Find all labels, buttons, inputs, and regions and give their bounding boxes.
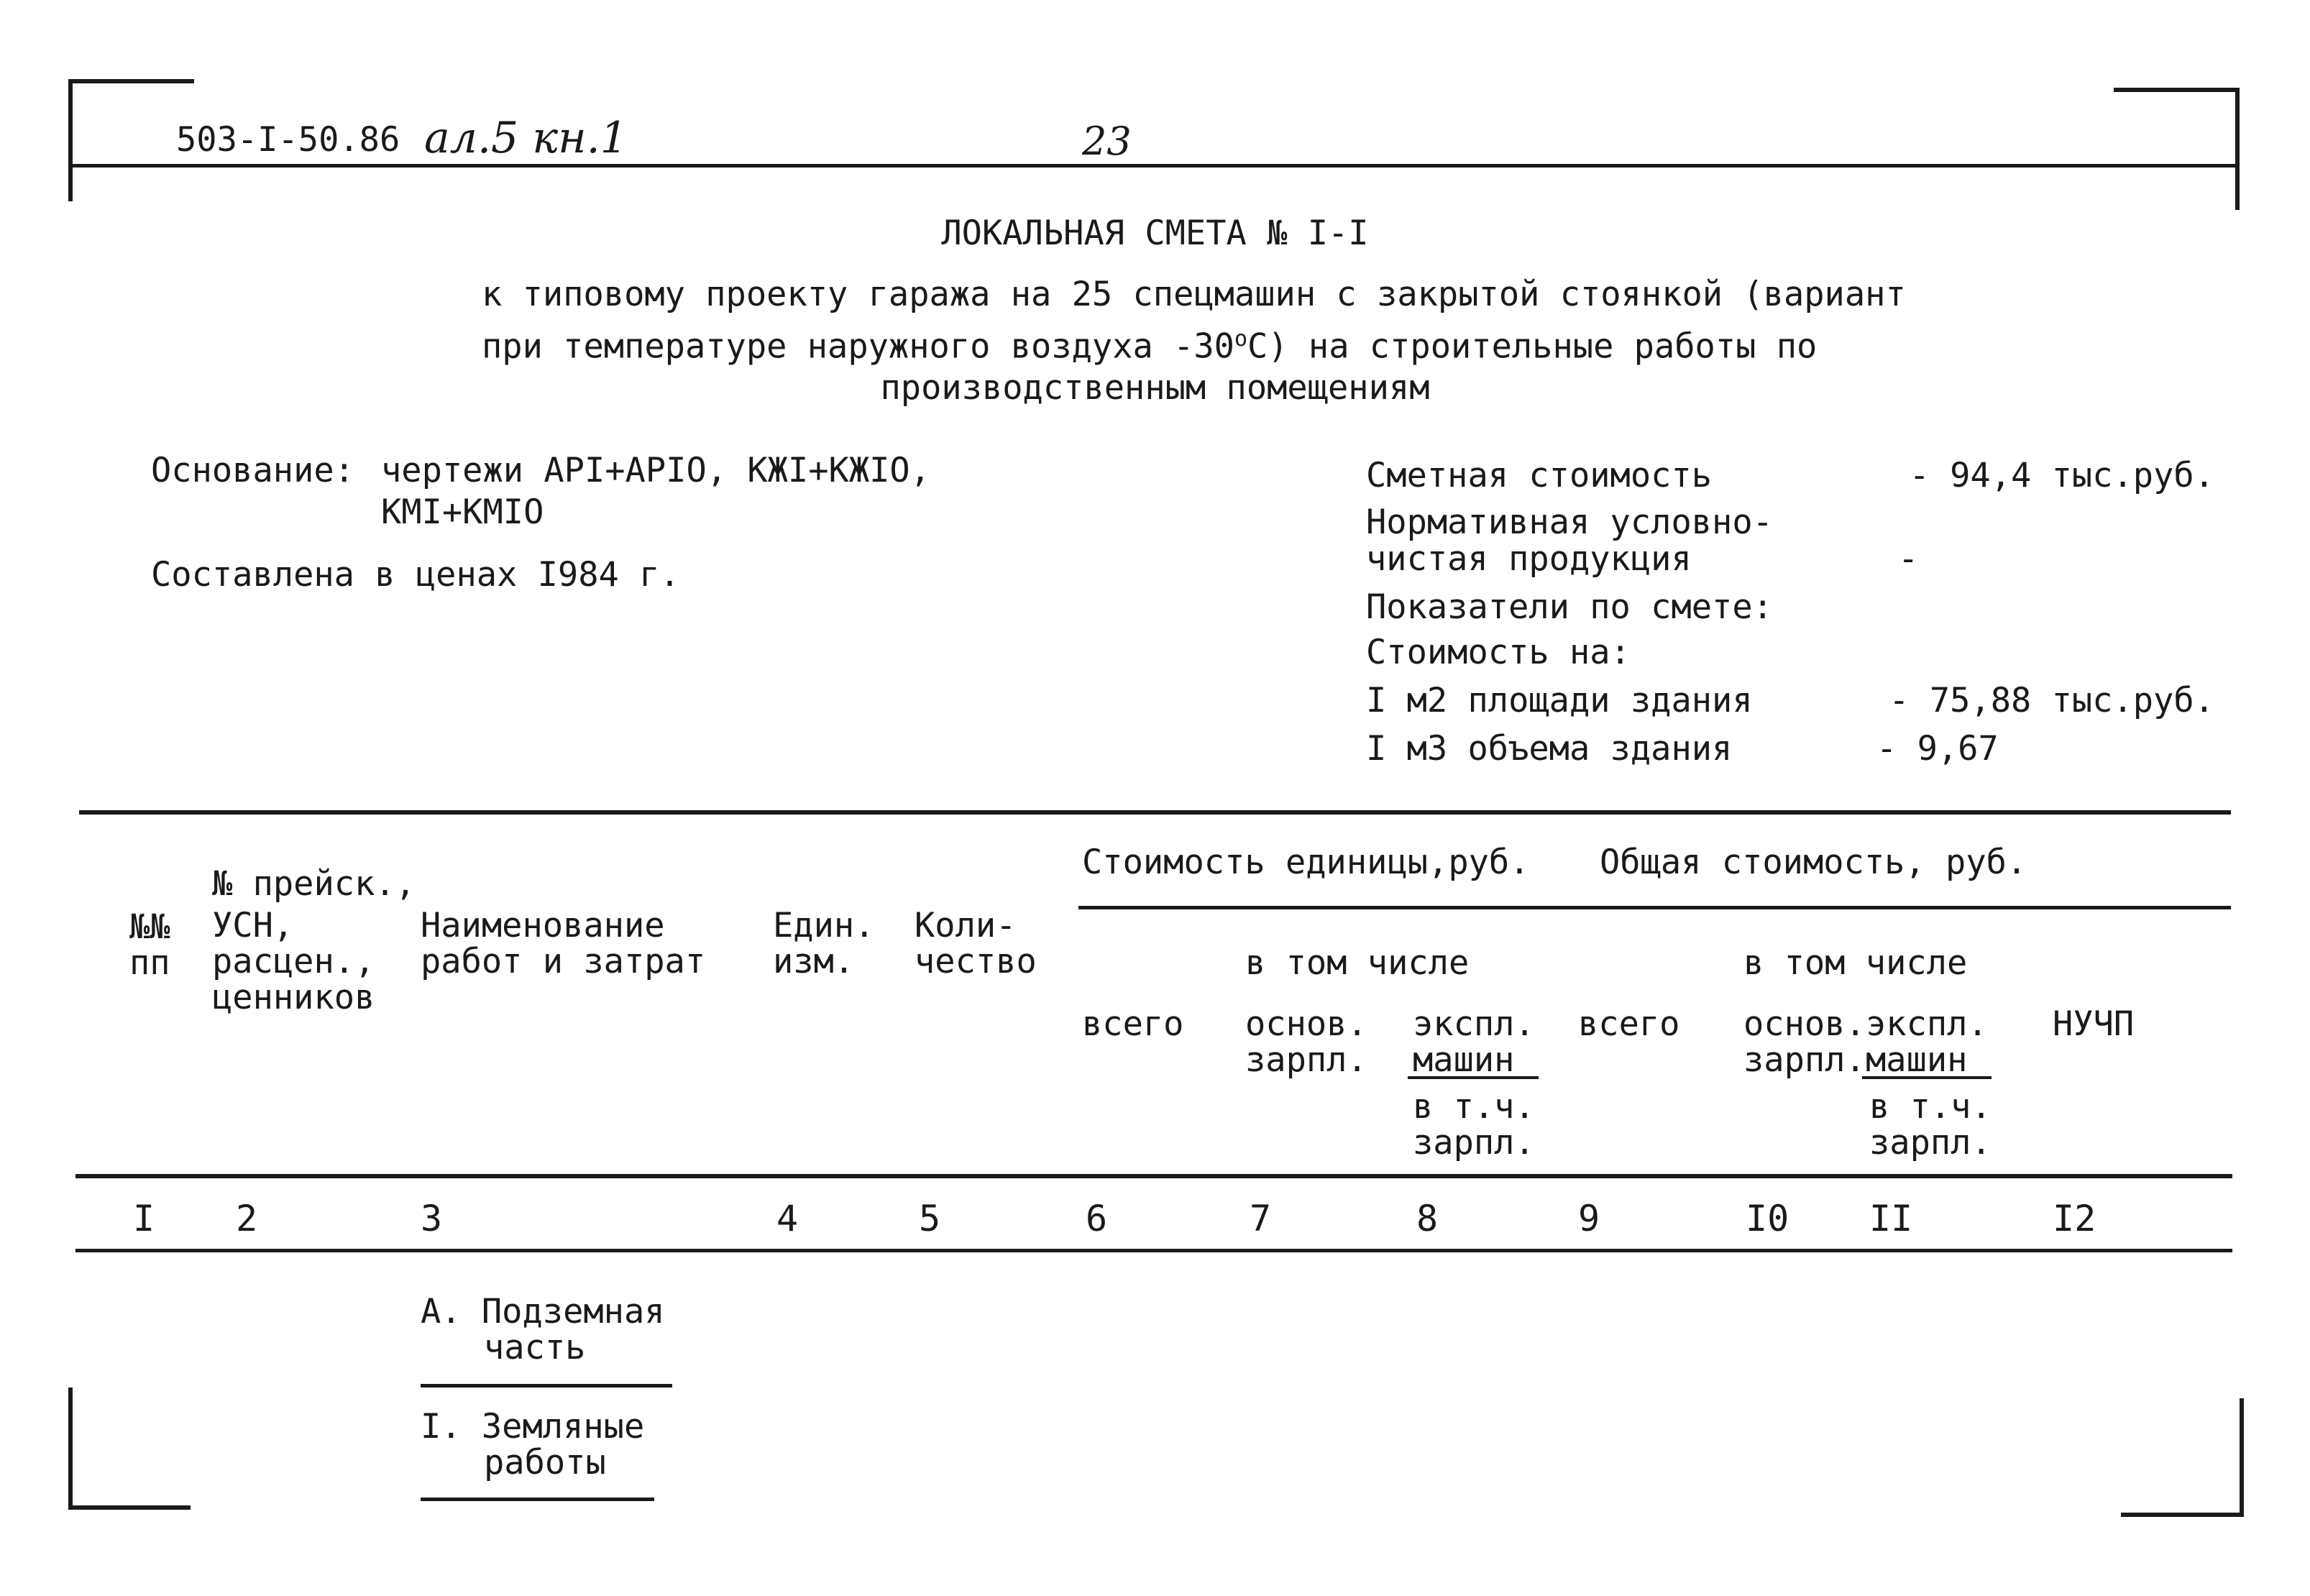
section-earthworks: I. Земляные работы (421, 1407, 645, 1482)
unit-cost-header: Стоимость единицы,руб. (1082, 843, 1530, 882)
col-quantity-header: Коли- чество (915, 906, 1037, 981)
including-right-header: в том числе (1743, 943, 1968, 983)
estimated-cost-value: - 94,4 тыс.руб. (1909, 456, 2214, 495)
unit-salary-header: основ. зарпл. (1245, 1004, 1367, 1080)
column-number: 6 (1086, 1198, 1108, 1239)
cost-per-m3-value: - 9,67 (1876, 729, 1999, 769)
col-price-ref-header: № прейск., УСН, расцен., ценников (212, 864, 416, 1017)
total-machines-salary-header: в т.ч. зарпл. (1869, 1087, 1992, 1162)
basis-drawings-2: КМI+КМIO (381, 492, 544, 532)
col-name-header: Наименование работ и затрат (421, 906, 706, 981)
handwritten-reference: ал.5 кн.1 (424, 113, 628, 163)
column-number: II (1869, 1198, 1913, 1239)
estimate-title: ЛОКАЛЬНАЯ СМЕТА № I-I (941, 214, 1369, 253)
cost-per-label: Стоимость на: (1366, 633, 1631, 672)
unit-machines-salary-header: в т.ч. зарпл. (1413, 1087, 1535, 1162)
frame-top-left-h (68, 79, 194, 83)
column-number: I (133, 1198, 155, 1239)
unit-total-header: всего (1082, 1004, 1184, 1044)
page-number: 23 (1082, 119, 1132, 164)
basis-drawings-1: чертежи АРI+АРIO, КЖI+КЖIO, (381, 451, 931, 490)
nuchp-header: НУЧП (2053, 1004, 2135, 1044)
cost-per-m2-value: - 75,88 тыс.руб. (1889, 681, 2214, 720)
column-number: I2 (2053, 1198, 2096, 1239)
unit-machines-header: экспл. машин (1413, 1004, 1535, 1080)
total-machines-header: экспл. машин (1866, 1004, 1988, 1080)
column-number: 9 (1578, 1198, 1600, 1239)
column-number: 7 (1250, 1198, 1272, 1239)
frame-bottom-left-v (68, 1388, 73, 1510)
frame-bottom-left-h (68, 1505, 191, 1510)
title-line-2: при температуре наружного воздуха $-30^оС$) на строительные работы по (482, 326, 1818, 367)
normative-label-1: Нормативная условно- (1366, 503, 1773, 542)
title-line-1: к типовому проекту гаража на 25 спецмашин с закрытой стоянкой (вариант (482, 275, 1906, 314)
col-number-header: №№ пп (129, 907, 170, 983)
section-earthworks-underline (421, 1498, 654, 1501)
frame-bottom-right-v (2240, 1398, 2244, 1517)
estimated-cost-label: Сметная стоимость (1366, 456, 1713, 495)
title-line-3: производственным помещениям (880, 368, 1430, 408)
column-number: 2 (236, 1198, 258, 1239)
section-underground-underline (421, 1384, 672, 1388)
section-underground: А. Подземная часть (421, 1292, 665, 1367)
col-unit-header: Един. изм. (773, 906, 875, 981)
column-number: 4 (776, 1198, 799, 1239)
price-basis: Составлена в ценах I984 г. (151, 555, 680, 595)
header-rule (68, 164, 2240, 168)
column-number: I0 (1746, 1198, 1789, 1239)
cost-per-m3-label: I м3 объема здания (1366, 729, 1733, 769)
frame-bottom-right-h (2121, 1513, 2244, 1517)
indicators-label: Показатели по смете: (1366, 587, 1773, 627)
column-numbers-rule (75, 1249, 2232, 1252)
document-code: 503-I-50.86 (176, 120, 400, 160)
including-left-header: в том числе (1245, 943, 1470, 983)
normative-label-2: чистая продукция (1366, 539, 1692, 579)
column-number: 3 (421, 1198, 443, 1239)
basis-label: Основание: (151, 451, 354, 490)
total-cost-header: Общая стоимость, руб. (1600, 843, 2027, 882)
frame-top-right-h (2114, 88, 2240, 92)
frame-top-left-v (68, 79, 73, 201)
total-total-header: всего (1578, 1004, 1680, 1044)
column-number: 5 (919, 1198, 941, 1239)
table-top-rule (79, 810, 2231, 815)
cost-per-m2-label: I м2 площади здания (1366, 681, 1753, 720)
column-number: 8 (1416, 1198, 1439, 1239)
total-salary-header: основ. зарпл. (1743, 1004, 1866, 1080)
table-header-bottom-rule (75, 1174, 2232, 1178)
cost-header-rule (1078, 906, 2231, 909)
frame-top-right-v (2235, 88, 2240, 210)
normative-value: - (1898, 539, 1919, 579)
